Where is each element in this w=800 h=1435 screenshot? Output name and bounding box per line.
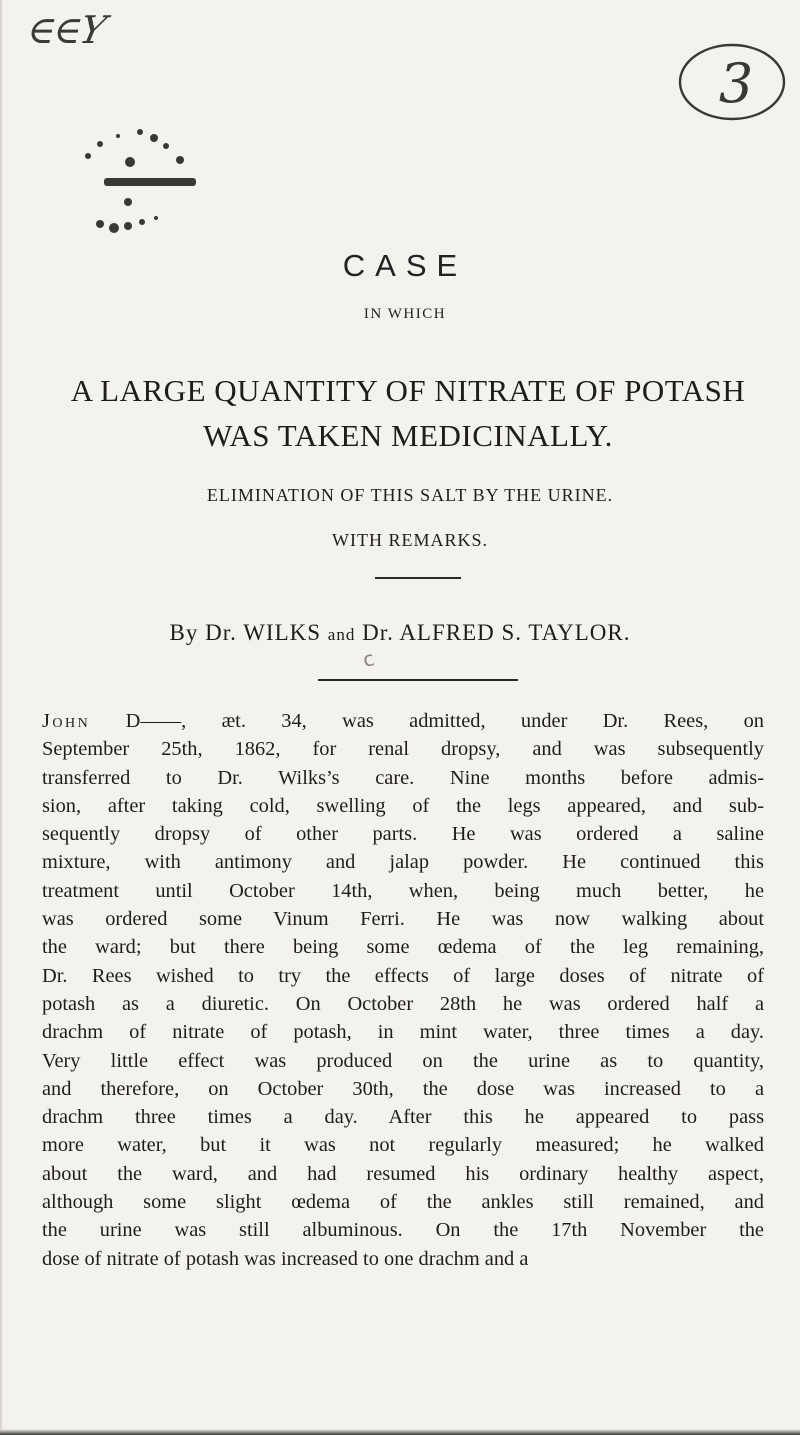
body-line: Very little effect was produced on the urine as to quantity, [42, 1049, 764, 1072]
body-line: potash as a diuretic. On October 28th he was ordered half a [42, 992, 764, 1015]
handwritten-mark: ∈∈Y [23, 8, 109, 52]
body-line: the ward; but there being some œdema of the leg remaining, [42, 936, 764, 959]
body-line: treatment until October 14th, when, being much better, he [42, 879, 764, 902]
body-line: drachm three times a day. After this he appeared to pass [42, 1106, 764, 1129]
scan-bottom-edge [0, 1429, 800, 1435]
body-line: Dr. Rees wished to try the effects of large doses of nitrate of [42, 964, 764, 987]
body-first-word: John [42, 710, 91, 732]
body-line: about the ward, and had resumed his ordinary healthy aspect, [42, 1162, 764, 1185]
in-which-label: IN WHICH [363, 306, 447, 322]
author-name-2: ALFRED S. TAYLOR. [399, 620, 631, 645]
pencil-mark: c [360, 646, 377, 672]
case-heading: CASE [342, 248, 468, 283]
body-line: drachm of nitrate of potash, in mint water, three times a day. [42, 1021, 764, 1044]
body-line: more water, but it was not regularly measured; he walked [42, 1134, 764, 1157]
body-paragraph [42, 707, 764, 1273]
title-line-1: A LARGE QUANTITY OF NITRATE OF POTASH [70, 373, 746, 408]
body-line: sion, after taking cold, swelling of the legs appeared, and sub- [42, 794, 764, 817]
body-line: although some slight œdema of the ankles still remained, and [42, 1191, 764, 1214]
subtitle-line-1: ELIMINATION OF THIS SALT BY THE URINE. [206, 485, 614, 505]
body-line: mixture, with antimony and jalap powder. He continued this [42, 851, 764, 874]
author-dr-2: Dr. [362, 620, 394, 645]
body-line: and therefore, on October 30th, the dose was increased to a [42, 1077, 764, 1100]
circled-page-number [676, 40, 788, 124]
body-line: September 25th, 1862, for renal dropsy, and was subsequently [42, 738, 764, 761]
body-line: was ordered some Vinum Ferri. He was now walking about [42, 908, 764, 931]
body-line: dose of nitrate of potash was increased to one drachm and a [42, 1247, 529, 1270]
circled-number-text: 3 [718, 52, 754, 115]
author-line [0, 620, 800, 646]
author-dr-1: Dr. [205, 620, 237, 645]
divider-rule [375, 577, 461, 579]
author-by: By [169, 620, 199, 645]
body-line: sequently dropsy of other parts. He was ordered a saline [42, 823, 764, 846]
divider-rule [318, 679, 518, 681]
author-and: and [327, 625, 356, 644]
body-line: John D——, æt. 34, was admitted, under Dr. Rees, on [42, 710, 764, 732]
body-line: transferred to Dr. Wilks’s care. Nine months before admis- [42, 766, 764, 789]
library-stamp [70, 122, 260, 242]
scan-edge [0, 0, 3, 1435]
body-line: the urine was still albuminous. On the 17th November the [42, 1219, 764, 1242]
subtitle-line-2: WITH REMARKS. [332, 530, 488, 550]
title-line-2: WAS TAKEN MEDICINALLY. [203, 418, 613, 453]
author-name-1: WILKS [243, 620, 322, 645]
